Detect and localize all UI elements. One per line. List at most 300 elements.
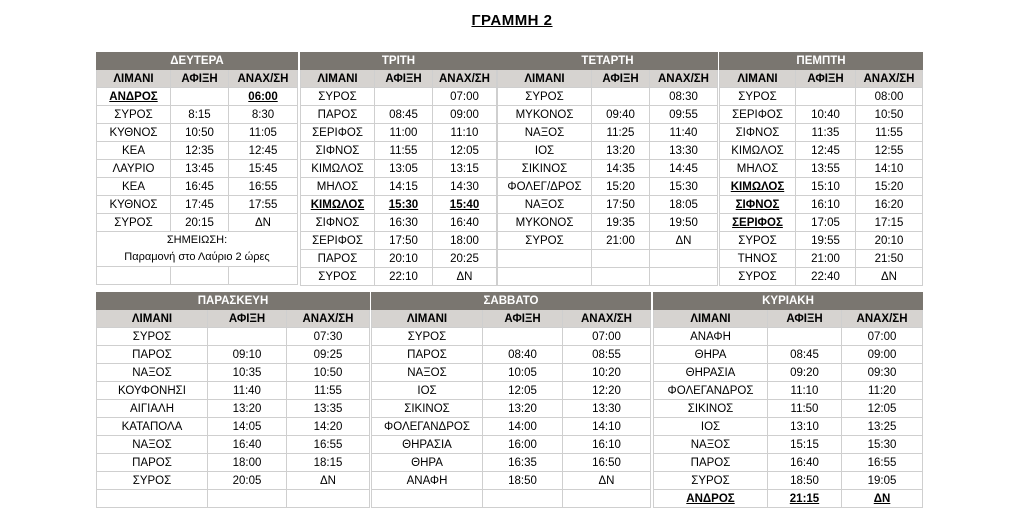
note-label: ΣΗΜΕΙΩΣΗ: xyxy=(166,234,228,246)
table-row xyxy=(498,142,718,160)
table-row xyxy=(97,328,370,346)
departure-cell: ΔΝ xyxy=(287,472,370,490)
departure-cell: 11:20 xyxy=(842,382,923,400)
arrival-cell xyxy=(768,328,842,346)
table-row xyxy=(654,418,923,436)
table-row xyxy=(301,160,497,178)
arrival-cell: 14:05 xyxy=(208,418,287,436)
arrival-column-header: ΑΦΙΞΗ xyxy=(171,70,229,88)
departure-cell: 16:50 xyxy=(563,454,651,472)
port-cell: ΘΗΡΑ xyxy=(654,346,768,364)
table-row xyxy=(97,160,298,178)
departure-cell: 11:40 xyxy=(650,124,718,142)
table-row xyxy=(498,124,718,142)
port-cell: ΣΥΡΟΣ xyxy=(720,88,796,106)
port-cell: ΝΑΞΟΣ xyxy=(372,364,483,382)
departure-cell: ΔΝ xyxy=(650,232,718,250)
port-cell: ΠΑΡΟΣ xyxy=(97,454,208,472)
table-row xyxy=(372,436,651,454)
day-header: ΠΑΡΑΣΚΕΥΗ xyxy=(97,293,370,310)
arrival-cell: 13:10 xyxy=(768,418,842,436)
port-cell: ΚΙΜΩΛΟΣ xyxy=(301,196,375,214)
table-row xyxy=(654,328,923,346)
departure-cell: 09:55 xyxy=(650,106,718,124)
port-cell: ΦΟΛΕΓ/ΔΡΟΣ xyxy=(498,178,592,196)
arrival-cell: 11:40 xyxy=(208,382,287,400)
departure-column-header: ΑΝΑΧ/ΣΗ xyxy=(842,310,923,328)
port-cell: ΠΑΡΟΣ xyxy=(97,346,208,364)
departure-cell: 16:20 xyxy=(856,196,923,214)
port-cell: ΣΙΦΝΟΣ xyxy=(720,196,796,214)
port-cell: ΜΗΛΟΣ xyxy=(301,178,375,196)
port-cell: ΣΥΡΟΣ xyxy=(301,88,375,106)
schedule-friday xyxy=(96,292,370,508)
departure-cell: 10:20 xyxy=(563,364,651,382)
arrival-cell: 21:15 xyxy=(768,490,842,508)
table-row xyxy=(720,178,923,196)
port-cell: ΝΑΞΟΣ xyxy=(97,364,208,382)
table-row xyxy=(301,106,497,124)
departure-cell: ΔΝ xyxy=(842,490,923,508)
page-title: ΓΡΑΜΜΗ 2 xyxy=(471,12,553,29)
departure-cell: 11:10 xyxy=(433,124,497,142)
table-row xyxy=(301,124,497,142)
departure-column-header: ΑΝΑΧ/ΣΗ xyxy=(650,70,718,88)
port-cell: ΦΟΛΕΓΑΝΔΡΟΣ xyxy=(372,418,483,436)
arrival-cell: 16:40 xyxy=(768,454,842,472)
departure-cell: 15:45 xyxy=(229,160,298,178)
port-cell: ΣΕΡΙΦΟΣ xyxy=(301,124,375,142)
table-row xyxy=(498,178,718,196)
departure-cell: 11:55 xyxy=(287,382,370,400)
schedule-tuesday xyxy=(300,52,497,286)
arrival-cell: 14:35 xyxy=(592,160,650,178)
arrival-cell: 13:20 xyxy=(208,400,287,418)
table-row xyxy=(720,124,923,142)
port-cell: ΣΥΡΟΣ xyxy=(372,328,483,346)
port-cell: ΚΥΘΝΟΣ xyxy=(97,124,171,142)
departure-cell: 18:15 xyxy=(287,454,370,472)
arrival-cell: 18:50 xyxy=(768,472,842,490)
port-cell: ΣΙΚΙΝΟΣ xyxy=(372,400,483,418)
port-cell: ΣΙΚΙΝΟΣ xyxy=(654,400,768,418)
departure-cell: 20:10 xyxy=(856,232,923,250)
port-cell: ΚΑΤΑΠΟΛΑ xyxy=(97,418,208,436)
arrival-cell: 11:35 xyxy=(796,124,856,142)
port-cell: ΚΙΜΩΛΟΣ xyxy=(301,160,375,178)
departure-cell: 14:10 xyxy=(856,160,923,178)
arrival-column-header: ΑΦΙΞΗ xyxy=(208,310,287,328)
port-cell: ΛΑΥΡΙΟ xyxy=(97,160,171,178)
departure-cell: 09:30 xyxy=(842,364,923,382)
departure-cell: 8:30 xyxy=(229,106,298,124)
arrival-cell: 11:55 xyxy=(375,142,433,160)
port-cell: ΘΗΡΑΣΙΑ xyxy=(654,364,768,382)
day-header: ΠΕΜΠΤΗ xyxy=(720,53,923,70)
port-cell: ΑΝΔΡΟΣ xyxy=(97,88,171,106)
arrival-cell: 11:50 xyxy=(768,400,842,418)
port-cell: ΣΥΡΟΣ xyxy=(498,232,592,250)
port-cell: ΙΟΣ xyxy=(654,418,768,436)
table-row xyxy=(97,346,370,364)
departure-cell: 14:20 xyxy=(287,418,370,436)
table-row xyxy=(720,232,923,250)
port-cell: ΑΝΑΦΗ xyxy=(654,328,768,346)
arrival-column-header: ΑΦΙΞΗ xyxy=(483,310,563,328)
arrival-cell xyxy=(592,88,650,106)
port-cell: ΣΥΡΟΣ xyxy=(97,472,208,490)
departure-cell: 17:15 xyxy=(856,214,923,232)
arrival-cell: 09:40 xyxy=(592,106,650,124)
departure-cell: 16:55 xyxy=(229,178,298,196)
departure-cell: 16:55 xyxy=(287,436,370,454)
port-column-header: ΛΙΜΑΝΙ xyxy=(301,70,375,88)
departure-cell: 19:50 xyxy=(650,214,718,232)
day-header: ΚΥΡΙΑΚΗ xyxy=(654,293,923,310)
port-cell: ΘΗΡΑ xyxy=(372,454,483,472)
arrival-cell: 16:10 xyxy=(796,196,856,214)
arrival-cell: 14:00 xyxy=(483,418,563,436)
table-row xyxy=(97,418,370,436)
table-row xyxy=(301,214,497,232)
arrival-cell: 19:55 xyxy=(796,232,856,250)
port-cell: ΣΥΡΟΣ xyxy=(498,88,592,106)
table-row xyxy=(654,382,923,400)
port-cell: ΣΙΚΙΝΟΣ xyxy=(498,160,592,178)
table-row xyxy=(372,382,651,400)
port-cell: ΣΕΡΙΦΟΣ xyxy=(301,232,375,250)
port-cell: ΝΑΞΟΣ xyxy=(654,436,768,454)
port-cell: ΣΥΡΟΣ xyxy=(97,328,208,346)
departure-cell: 06:00 xyxy=(229,88,298,106)
departure-cell: 09:00 xyxy=(433,106,497,124)
arrival-cell: 13:45 xyxy=(171,160,229,178)
departure-cell: 13:30 xyxy=(563,400,651,418)
departure-cell: 17:55 xyxy=(229,196,298,214)
day-header: ΤΕΤΑΡΤΗ xyxy=(498,53,718,70)
table-row xyxy=(720,196,923,214)
departure-column-header: ΑΝΑΧ/ΣΗ xyxy=(287,310,370,328)
table-row xyxy=(301,196,497,214)
table-row xyxy=(498,196,718,214)
departure-cell: 10:50 xyxy=(287,364,370,382)
schedule-monday xyxy=(96,52,298,285)
table-row xyxy=(654,454,923,472)
arrival-cell: 10:40 xyxy=(796,106,856,124)
port-cell: ΠΑΡΟΣ xyxy=(372,346,483,364)
table-row xyxy=(372,418,651,436)
departure-cell: ΔΝ xyxy=(563,472,651,490)
port-cell: ΠΑΡΟΣ xyxy=(654,454,768,472)
arrival-cell: 16:45 xyxy=(171,178,229,196)
table-row xyxy=(720,268,923,286)
departure-cell: 20:25 xyxy=(433,250,497,268)
arrival-cell: 10:50 xyxy=(171,124,229,142)
departure-cell: 11:05 xyxy=(229,124,298,142)
arrival-cell: 13:05 xyxy=(375,160,433,178)
port-cell: ΣΥΡΟΣ xyxy=(97,214,171,232)
departure-cell: 07:00 xyxy=(563,328,651,346)
arrival-cell: 20:15 xyxy=(171,214,229,232)
port-cell: ΣΕΡΙΦΟΣ xyxy=(720,106,796,124)
port-cell: ΑΙΓΙΑΛΗ xyxy=(97,400,208,418)
departure-cell: 09:25 xyxy=(287,346,370,364)
departure-cell: ΔΝ xyxy=(856,268,923,286)
arrival-cell: 16:30 xyxy=(375,214,433,232)
table-row xyxy=(720,214,923,232)
departure-column-header: ΑΝΑΧ/ΣΗ xyxy=(433,70,497,88)
port-cell: ΣΥΡΟΣ xyxy=(301,268,375,286)
port-column-header: ΛΙΜΑΝΙ xyxy=(97,310,208,328)
departure-cell: 19:05 xyxy=(842,472,923,490)
departure-cell: 18:00 xyxy=(433,232,497,250)
arrival-cell: 10:35 xyxy=(208,364,287,382)
departure-cell: 14:30 xyxy=(433,178,497,196)
arrival-column-header: ΑΦΙΞΗ xyxy=(768,310,842,328)
departure-cell: 11:55 xyxy=(856,124,923,142)
port-column-header: ΛΙΜΑΝΙ xyxy=(372,310,483,328)
table-row xyxy=(498,106,718,124)
arrival-cell xyxy=(796,88,856,106)
departure-cell: 12:05 xyxy=(433,142,497,160)
arrival-cell: 15:10 xyxy=(796,178,856,196)
table-row xyxy=(301,268,497,286)
table-row xyxy=(654,472,923,490)
arrival-cell: 10:05 xyxy=(483,364,563,382)
table-row xyxy=(301,232,497,250)
table-row xyxy=(372,364,651,382)
arrival-cell: 17:50 xyxy=(592,196,650,214)
departure-cell: 07:00 xyxy=(842,328,923,346)
arrival-cell: 15:20 xyxy=(592,178,650,196)
port-cell: ΚΥΘΝΟΣ xyxy=(97,196,171,214)
table-row xyxy=(301,178,497,196)
table-row xyxy=(654,490,923,508)
port-cell: ΜΥΚΟΝΟΣ xyxy=(498,214,592,232)
arrival-cell: 11:00 xyxy=(375,124,433,142)
schedule-wednesday xyxy=(497,52,718,286)
departure-cell: 08:55 xyxy=(563,346,651,364)
table-row xyxy=(97,472,370,490)
table-row xyxy=(654,346,923,364)
port-cell: ΚΙΜΩΛΟΣ xyxy=(720,142,796,160)
port-cell: ΣΥΡΟΣ xyxy=(720,268,796,286)
table-row xyxy=(301,88,497,106)
note-text: Παραμονή στο Λαύριο 2 ώρες xyxy=(124,251,270,263)
port-cell: ΝΑΞΟΣ xyxy=(498,124,592,142)
arrival-cell: 16:40 xyxy=(208,436,287,454)
day-header: ΤΡΙΤΗ xyxy=(301,53,497,70)
table-row xyxy=(97,142,298,160)
table-row xyxy=(97,454,370,472)
arrival-cell: 08:45 xyxy=(768,346,842,364)
port-column-header: ΛΙΜΑΝΙ xyxy=(654,310,768,328)
departure-cell: 07:30 xyxy=(287,328,370,346)
port-cell: ΜΥΚΟΝΟΣ xyxy=(498,106,592,124)
arrival-cell: 13:20 xyxy=(483,400,563,418)
arrival-column-header: ΑΦΙΞΗ xyxy=(796,70,856,88)
departure-cell: 13:25 xyxy=(842,418,923,436)
departure-cell: 16:55 xyxy=(842,454,923,472)
port-cell: ΑΝΑΦΗ xyxy=(372,472,483,490)
port-cell: ΣΙΦΝΟΣ xyxy=(301,214,375,232)
arrival-cell: 13:55 xyxy=(796,160,856,178)
departure-cell: 08:00 xyxy=(856,88,923,106)
day-header: ΣΑΒΒΑΤΟ xyxy=(372,293,651,310)
departure-cell: 15:30 xyxy=(842,436,923,454)
departure-column-header: ΑΝΑΧ/ΣΗ xyxy=(856,70,923,88)
table-row xyxy=(97,178,298,196)
table-row xyxy=(301,250,497,268)
table-row xyxy=(97,124,298,142)
departure-column-header: ΑΝΑΧ/ΣΗ xyxy=(229,70,298,88)
table-row xyxy=(372,454,651,472)
port-column-header: ΛΙΜΑΝΙ xyxy=(97,70,171,88)
port-cell: ΦΟΛΕΓΑΝΔΡΟΣ xyxy=(654,382,768,400)
arrival-cell xyxy=(171,88,229,106)
departure-cell: 16:10 xyxy=(563,436,651,454)
arrival-cell: 12:35 xyxy=(171,142,229,160)
table-row xyxy=(720,142,923,160)
table-row xyxy=(372,472,651,490)
departure-cell: ΔΝ xyxy=(229,214,298,232)
departure-cell: 14:45 xyxy=(650,160,718,178)
arrival-cell: 20:05 xyxy=(208,472,287,490)
port-cell: ΠΑΡΟΣ xyxy=(301,250,375,268)
departure-cell: 12:45 xyxy=(229,142,298,160)
arrival-cell: 08:45 xyxy=(375,106,433,124)
arrival-cell: 11:10 xyxy=(768,382,842,400)
port-cell: ΣΙΦΝΟΣ xyxy=(301,142,375,160)
port-cell: ΣΥΡΟΣ xyxy=(720,232,796,250)
table-row xyxy=(97,436,370,454)
port-cell: ΤΗΝΟΣ xyxy=(720,250,796,268)
table-row xyxy=(498,232,718,250)
table-row xyxy=(301,142,497,160)
port-cell: ΠΑΡΟΣ xyxy=(301,106,375,124)
port-cell: ΚΕΑ xyxy=(97,178,171,196)
departure-cell: 15:30 xyxy=(650,178,718,196)
port-cell: ΝΑΞΟΣ xyxy=(97,436,208,454)
table-row xyxy=(498,88,718,106)
arrival-cell xyxy=(208,328,287,346)
arrival-cell: 11:25 xyxy=(592,124,650,142)
arrival-cell: 15:30 xyxy=(375,196,433,214)
departure-cell: 15:40 xyxy=(433,196,497,214)
departure-cell: 12:55 xyxy=(856,142,923,160)
table-row xyxy=(654,400,923,418)
port-cell: ΚΙΜΩΛΟΣ xyxy=(720,178,796,196)
table-row xyxy=(372,328,651,346)
table-row xyxy=(372,400,651,418)
port-cell: ΝΑΞΟΣ xyxy=(498,196,592,214)
port-cell: ΙΟΣ xyxy=(372,382,483,400)
arrival-cell: 21:00 xyxy=(796,250,856,268)
table-row xyxy=(720,160,923,178)
table-row xyxy=(498,214,718,232)
table-row xyxy=(654,436,923,454)
arrival-cell: 22:40 xyxy=(796,268,856,286)
port-cell: ΙΟΣ xyxy=(498,142,592,160)
departure-cell: 12:20 xyxy=(563,382,651,400)
departure-cell: 13:35 xyxy=(287,400,370,418)
departure-cell: 13:15 xyxy=(433,160,497,178)
port-cell: ΚΕΑ xyxy=(97,142,171,160)
arrival-cell: 20:10 xyxy=(375,250,433,268)
port-cell: ΘΗΡΑΣΙΑ xyxy=(372,436,483,454)
table-row xyxy=(97,382,370,400)
departure-cell: 08:30 xyxy=(650,88,718,106)
table-row xyxy=(654,364,923,382)
table-row xyxy=(720,250,923,268)
port-cell: ΣΥΡΟΣ xyxy=(654,472,768,490)
departure-cell: 18:05 xyxy=(650,196,718,214)
arrival-cell: 12:45 xyxy=(796,142,856,160)
arrival-cell: 21:00 xyxy=(592,232,650,250)
arrival-column-header: ΑΦΙΞΗ xyxy=(375,70,433,88)
port-cell: ΣΕΡΙΦΟΣ xyxy=(720,214,796,232)
arrival-cell: 19:35 xyxy=(592,214,650,232)
arrival-cell xyxy=(483,328,563,346)
arrival-cell: 09:10 xyxy=(208,346,287,364)
arrival-cell: 16:00 xyxy=(483,436,563,454)
arrival-cell: 16:35 xyxy=(483,454,563,472)
departure-cell: 16:40 xyxy=(433,214,497,232)
arrival-cell: 17:05 xyxy=(796,214,856,232)
arrival-cell: 09:20 xyxy=(768,364,842,382)
schedule-sunday xyxy=(653,292,923,508)
port-cell: ΣΥΡΟΣ xyxy=(97,106,171,124)
schedule-thursday xyxy=(719,52,923,286)
departure-cell: 10:50 xyxy=(856,106,923,124)
arrival-cell: 8:15 xyxy=(171,106,229,124)
port-column-header: ΛΙΜΑΝΙ xyxy=(498,70,592,88)
departure-column-header: ΑΝΑΧ/ΣΗ xyxy=(563,310,651,328)
arrival-cell: 18:50 xyxy=(483,472,563,490)
departure-cell: ΔΝ xyxy=(433,268,497,286)
port-column-header: ΛΙΜΑΝΙ xyxy=(720,70,796,88)
arrival-cell: 22:10 xyxy=(375,268,433,286)
table-row xyxy=(97,214,298,232)
table-row xyxy=(97,196,298,214)
arrival-cell: 13:20 xyxy=(592,142,650,160)
departure-cell: 15:20 xyxy=(856,178,923,196)
departure-cell: 12:05 xyxy=(842,400,923,418)
departure-cell: 07:00 xyxy=(433,88,497,106)
port-cell: ΣΙΦΝΟΣ xyxy=(720,124,796,142)
port-cell: ΜΗΛΟΣ xyxy=(720,160,796,178)
arrival-cell: 17:45 xyxy=(171,196,229,214)
arrival-cell: 17:50 xyxy=(375,232,433,250)
table-row xyxy=(720,106,923,124)
departure-cell: 13:30 xyxy=(650,142,718,160)
table-row xyxy=(720,88,923,106)
table-row xyxy=(97,106,298,124)
arrival-cell: 14:15 xyxy=(375,178,433,196)
table-row xyxy=(97,400,370,418)
table-row xyxy=(97,364,370,382)
port-cell: ΑΝΔΡΟΣ xyxy=(654,490,768,508)
arrival-cell xyxy=(375,88,433,106)
arrival-cell: 18:00 xyxy=(208,454,287,472)
arrival-cell: 08:40 xyxy=(483,346,563,364)
departure-cell: 09:00 xyxy=(842,346,923,364)
schedule-saturday xyxy=(371,292,651,508)
arrival-cell: 15:15 xyxy=(768,436,842,454)
table-row xyxy=(372,346,651,364)
note-cell xyxy=(97,232,298,267)
table-row xyxy=(498,160,718,178)
